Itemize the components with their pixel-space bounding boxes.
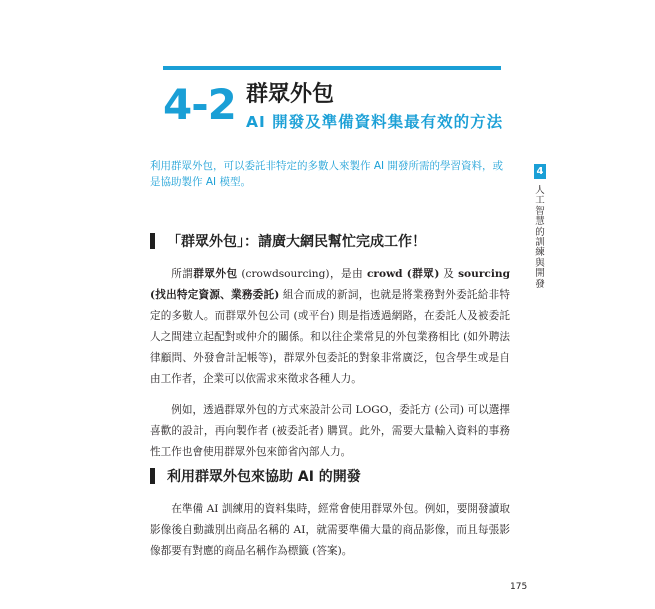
bold-term: crowd (群眾) [366, 268, 440, 280]
section2-paragraph-1: 在準備 AI 訓練用的資料集時，經常會使用群眾外包。例如，要開發讀取影像後自動識別出商品名稱的 AI，就需要準備大量的商品影像，而且每張影像都要有對應的商品名稱作為標籤 (答案)。 [150, 503, 510, 557]
bold-term: sourcing (找出特定資源、業務委託) [150, 268, 510, 301]
heading-bar-icon [150, 468, 155, 484]
section1-paragraph-2: 例如，透過群眾外包的方式來設計公司 LOGO，委託方 (公司) 可以選擇喜歡的設計，再向製作者 (被委託者) 購買。此外，需要大量輸入資料的事務性工作也會使用群眾外包來節省內部人力。 [150, 404, 510, 458]
section2-body [150, 499, 510, 562]
chapter-number: 4-2 [163, 80, 236, 129]
chapter-title: 群眾外包 [246, 82, 335, 107]
section-heading-text: 利用群眾外包來協助 AI 的開發 [167, 469, 361, 485]
bold-term: 群眾外包 [193, 268, 238, 280]
text-run: (crowdsourcing)，是由 [237, 268, 367, 280]
heading-bar-icon [150, 233, 155, 249]
section1-paragraph-1 [150, 264, 510, 390]
section1-body [150, 264, 510, 463]
text-run: 組合而成的新詞，也就是將業務對外委託給非特定的多數人。而群眾外包公司 (或平台) 則是指透過網路，在委託人及被委託人之間建立起配對或仲介的關係。和以往企業常見的外包業務相比 (如外聘法律顧問、外發會計記帳等)，群眾外包委託的對象非常廣泛，包含學生或是自由工作者，企業可以依需求來徵求各種人力。 [150, 289, 510, 385]
chapter-top-rule [163, 66, 501, 70]
section-heading-text: 「群眾外包」：請廣大網民幫忙完成工作！ [167, 234, 426, 250]
chapter-subtitle: AI 開發及準備資料集最有效的方法 [246, 113, 504, 131]
intro-text: 利用群眾外包，可以委託非特定的多數人來製作 AI 開發所需的學習資料，或是協助製作 AI 模型。 [150, 160, 503, 188]
text-run: 及 [439, 268, 459, 280]
section-heading-ai-development [150, 468, 361, 486]
section-heading-crowdsourcing [150, 233, 426, 251]
text-run: 所謂 [171, 268, 194, 280]
side-tab-label: 人工智慧的訓練與開發 [535, 185, 545, 290]
side-tab-number: 4 [534, 164, 546, 179]
page-number: 175 [510, 582, 528, 592]
